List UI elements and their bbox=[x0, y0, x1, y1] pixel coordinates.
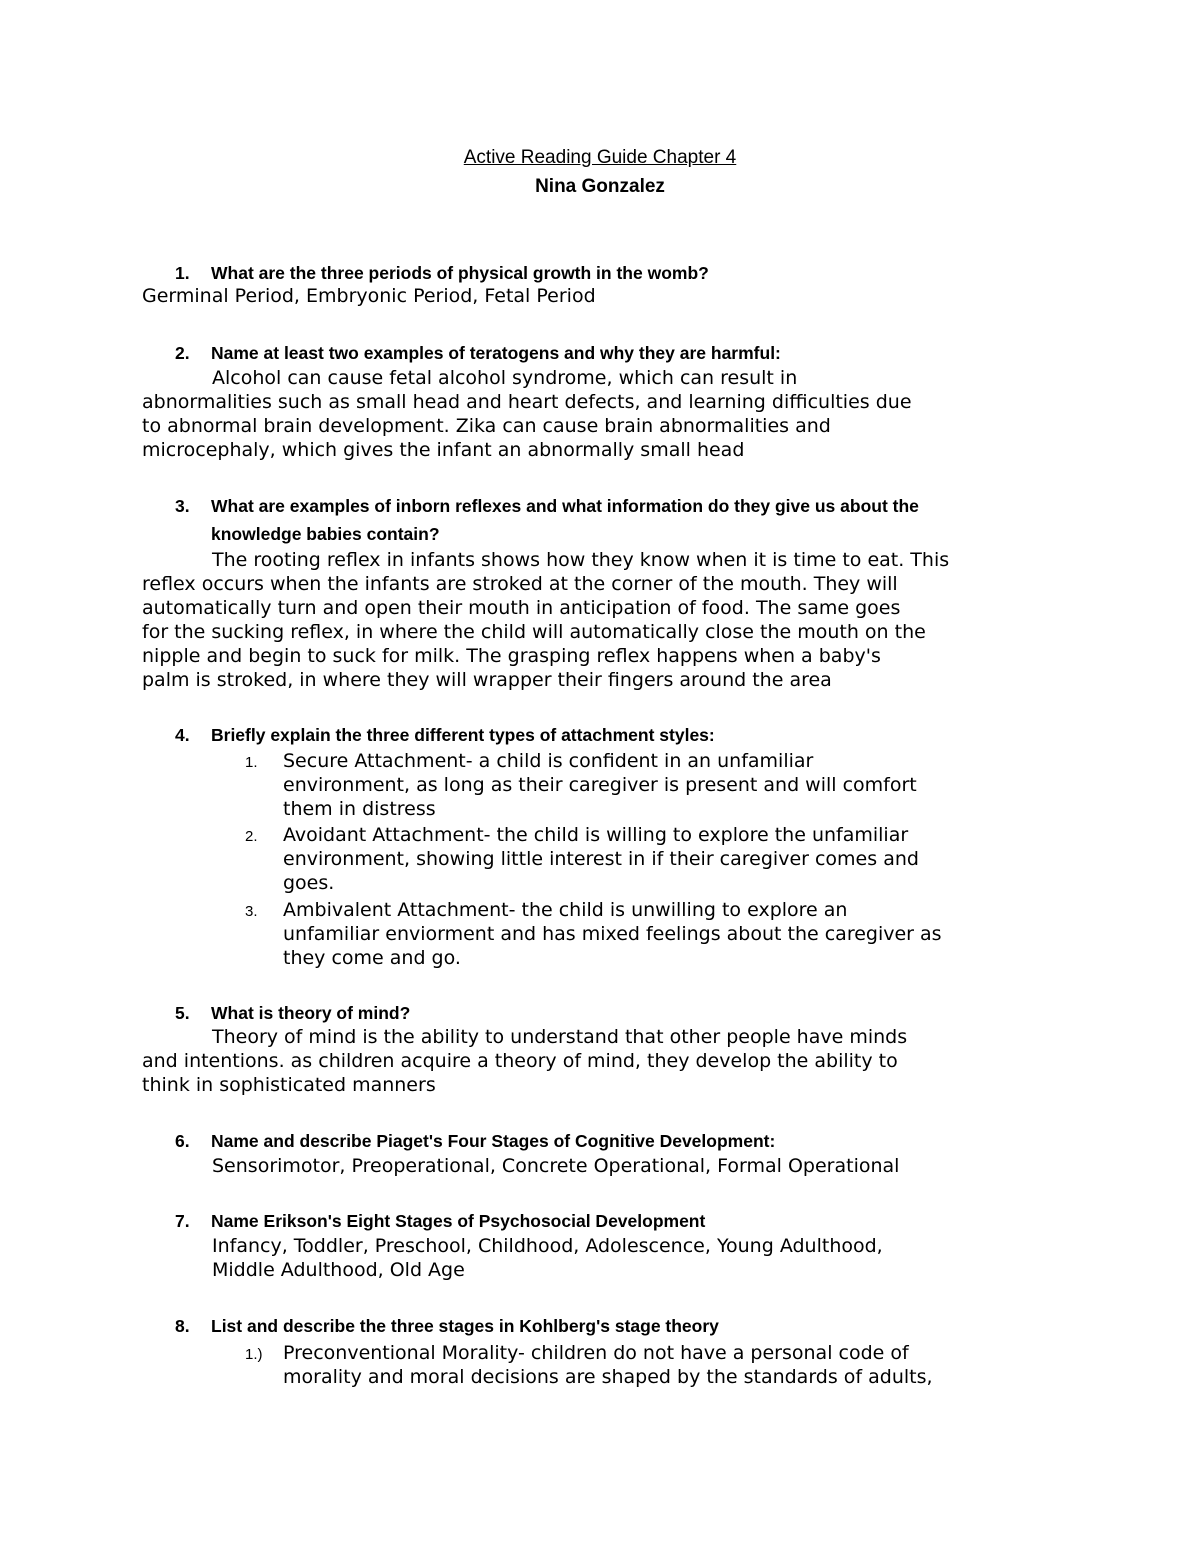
list-line: unfamiliar enviorment and has mixed feelings about the caregiver as bbox=[283, 923, 942, 945]
attachment-style-secure bbox=[245, 749, 917, 821]
question-text: What is theory of mind? bbox=[211, 1003, 411, 1023]
question-3 bbox=[175, 496, 919, 517]
list-line: Avoidant Attachment- the child is willing to explore the unfamiliar bbox=[283, 824, 909, 846]
answer-line: microcephaly, which gives the infant an abnormally small head bbox=[142, 439, 745, 461]
list-line: morality and moral decisions are shaped by the standards of adults, bbox=[283, 1366, 933, 1388]
list-line: goes. bbox=[283, 872, 335, 894]
answer-line: Alcohol can cause fetal alcohol syndrome, which can result in bbox=[212, 367, 798, 389]
answer-line: Germinal Period, Embryonic Period, Fetal Period bbox=[142, 285, 596, 307]
answer-line: palm is stroked, in where they will wrapper their fingers around the area bbox=[142, 669, 832, 691]
answer-5 bbox=[142, 1025, 907, 1097]
question-number: 2. bbox=[175, 343, 190, 363]
list-number: 1.) bbox=[245, 1346, 263, 1363]
answer-3 bbox=[142, 548, 949, 692]
list-number: 3. bbox=[245, 903, 258, 920]
answer-7 bbox=[212, 1234, 883, 1282]
question-text: What are the three periods of physical growth in the womb? bbox=[211, 263, 709, 283]
answer-1 bbox=[142, 284, 596, 308]
answer-line: think in sophisticated manners bbox=[142, 1074, 436, 1096]
answer-line: to abnormal brain development. Zika can cause brain abnormalities and bbox=[142, 415, 831, 437]
answer-line: Infancy, Toddler, Preschool, Childhood, Adolescence, Young Adulthood, bbox=[212, 1235, 883, 1257]
answer-line: Sensorimotor, Preoperational, Concrete Operational, Formal Operational bbox=[212, 1155, 900, 1177]
question-text: Name at least two examples of teratogens and why they are harmful: bbox=[211, 343, 781, 363]
kohlberg-stage-preconventional bbox=[245, 1341, 933, 1389]
question-number: 5. bbox=[175, 1003, 190, 1023]
answer-line: The rooting reflex in infants shows how they know when it is time to eat. This bbox=[212, 549, 950, 571]
question-3-continued bbox=[211, 524, 440, 545]
question-4 bbox=[175, 725, 715, 746]
answer-line: nipple and begin to suck for milk. The grasping reflex happens when a baby's bbox=[142, 645, 881, 667]
list-line: them in distress bbox=[283, 798, 436, 820]
question-text: Briefly explain the three different types of attachment styles: bbox=[211, 725, 715, 745]
question-number: 1. bbox=[175, 263, 190, 283]
question-number: 6. bbox=[175, 1131, 190, 1151]
question-8 bbox=[175, 1316, 719, 1337]
question-number: 7. bbox=[175, 1211, 190, 1231]
answer-line: abnormalities such as small head and heart defects, and learning difficulties due bbox=[142, 391, 912, 413]
document-title: Active Reading Guide Chapter 4 bbox=[463, 147, 737, 168]
list-line: Ambivalent Attachment- the child is unwilling to explore an bbox=[283, 899, 848, 921]
list-line: Preconventional Morality- children do not have a personal code of bbox=[283, 1342, 909, 1364]
question-5 bbox=[175, 1003, 411, 1024]
answer-2 bbox=[142, 366, 912, 462]
list-number: 2. bbox=[245, 828, 258, 845]
question-text: Name and describe Piaget's Four Stages of Cognitive Development: bbox=[211, 1131, 776, 1151]
list-line: Secure Attachment- a child is confident in an unfamiliar bbox=[283, 750, 814, 772]
list-line: environment, showing little interest in if their caregiver comes and bbox=[283, 848, 919, 870]
question-text: What are examples of inborn reflexes and what information do they give us about the bbox=[211, 496, 919, 516]
question-6 bbox=[175, 1131, 776, 1152]
question-number: 4. bbox=[175, 725, 190, 745]
answer-line: automatically turn and open their mouth in anticipation of food. The same goes bbox=[142, 597, 901, 619]
attachment-style-ambivalent bbox=[245, 898, 942, 970]
question-text: List and describe the three stages in Kohlberg's stage theory bbox=[211, 1316, 719, 1336]
question-2 bbox=[175, 343, 781, 364]
attachment-style-avoidant bbox=[245, 823, 919, 895]
question-text: Name Erikson's Eight Stages of Psychosocial Development bbox=[211, 1211, 706, 1231]
question-1 bbox=[175, 263, 709, 284]
list-number: 1. bbox=[245, 754, 258, 771]
question-7 bbox=[175, 1211, 706, 1232]
author-name: Nina Gonzalez bbox=[535, 176, 665, 197]
answer-6 bbox=[212, 1154, 899, 1178]
list-line: they come and go. bbox=[283, 947, 461, 969]
question-number: 8. bbox=[175, 1316, 190, 1336]
answer-line: Theory of mind is the ability to understand that other people have minds bbox=[212, 1026, 908, 1048]
answer-line: Middle Adulthood, Old Age bbox=[212, 1259, 465, 1281]
question-text: knowledge babies contain? bbox=[211, 524, 440, 544]
answer-line: for the sucking reflex, in where the child will automatically close the mouth on the bbox=[142, 621, 926, 643]
answer-line: and intentions. as children acquire a theory of mind, they develop the ability to bbox=[142, 1050, 898, 1072]
question-number: 3. bbox=[175, 496, 190, 516]
list-line: environment, as long as their caregiver is present and will comfort bbox=[283, 774, 917, 796]
answer-line: reflex occurs when the infants are stroked at the corner of the mouth. They will bbox=[142, 573, 898, 595]
